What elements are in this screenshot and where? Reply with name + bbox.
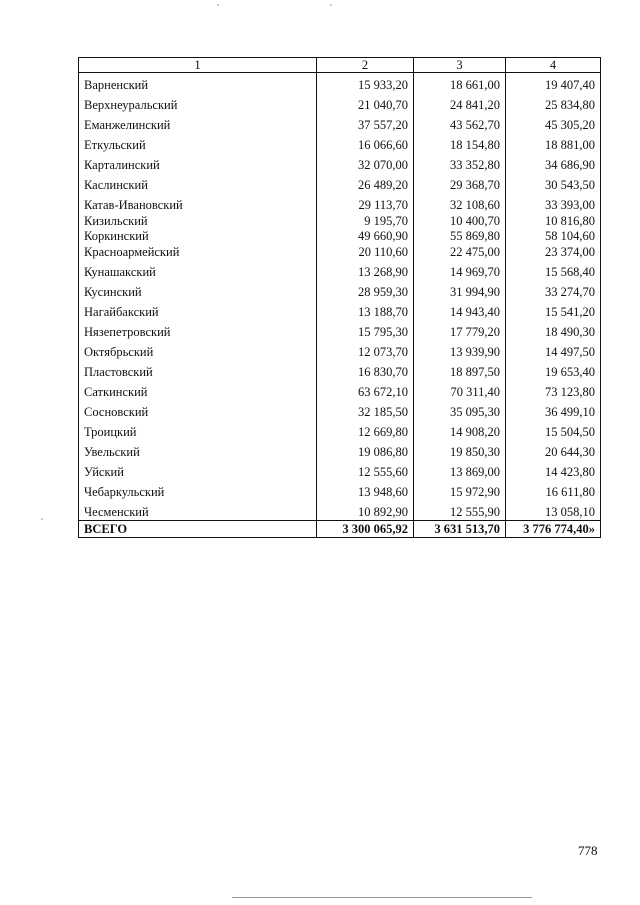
table-row [79, 400, 601, 420]
table-row [79, 173, 601, 193]
value-col-3-cell: 33 352,80 [414, 153, 506, 173]
district-name-cell: Сосновский [79, 400, 317, 420]
value-col-4-cell: 58 104,60 [506, 228, 601, 243]
value-col-4-cell: 14 423,80 [506, 460, 601, 480]
value-col-4-cell: 15 541,20 [506, 300, 601, 320]
district-name-cell: Варненский [79, 73, 317, 94]
table-row [79, 380, 601, 400]
value-col-3-cell: 55 869,80 [414, 228, 506, 243]
district-name-cell: Красноармейский [79, 243, 317, 260]
table-row [79, 243, 601, 260]
district-name-cell: Катав-Ивановский [79, 193, 317, 213]
table-header-row [79, 58, 601, 73]
value-col-2-cell: 29 113,70 [317, 193, 414, 213]
value-col-3-cell: 18 897,50 [414, 360, 506, 380]
table-row [79, 460, 601, 480]
district-name-cell: Троицкий [79, 420, 317, 440]
value-col-3-cell: 32 108,60 [414, 193, 506, 213]
table-row [79, 500, 601, 521]
district-name-cell: Нагайбакский [79, 300, 317, 320]
table-row [79, 320, 601, 340]
district-name-cell: Пластовский [79, 360, 317, 380]
value-col-4-cell: 23 374,00 [506, 243, 601, 260]
value-col-3-cell: 17 779,20 [414, 320, 506, 340]
value-col-3-cell: 10 400,70 [414, 213, 506, 228]
value-col-3-cell: 18 661,00 [414, 73, 506, 94]
value-col-3-cell: 19 850,30 [414, 440, 506, 460]
value-col-4-cell: 15 504,50 [506, 420, 601, 440]
value-col-2-cell: 13 268,90 [317, 260, 414, 280]
district-name-cell: Октябрьский [79, 340, 317, 360]
value-col-2-cell: 26 489,20 [317, 173, 414, 193]
table-row [79, 440, 601, 460]
value-col-4-cell: 14 497,50 [506, 340, 601, 360]
district-name-cell: Еманжелинский [79, 113, 317, 133]
district-name-cell: Саткинский [79, 380, 317, 400]
value-col-4-cell: 36 499,10 [506, 400, 601, 420]
value-col-3-cell: 24 841,20 [414, 93, 506, 113]
district-name-cell: Кунашакский [79, 260, 317, 280]
value-col-2-cell: 37 557,20 [317, 113, 414, 133]
value-col-4-cell: 18 881,00 [506, 133, 601, 153]
table-row [79, 213, 601, 228]
scan-artifact [217, 4, 219, 6]
scan-artifact [41, 518, 43, 520]
table-row [79, 300, 601, 320]
value-col-4-cell: 33 274,70 [506, 280, 601, 300]
value-col-3-cell: 15 972,90 [414, 480, 506, 500]
value-col-2-cell: 21 040,70 [317, 93, 414, 113]
value-col-2-cell: 13 948,60 [317, 480, 414, 500]
value-col-2-cell: 19 086,80 [317, 440, 414, 460]
table-row [79, 93, 601, 113]
budget-table [78, 57, 601, 538]
value-col-4-cell: 15 568,40 [506, 260, 601, 280]
value-col-2-cell: 49 660,90 [317, 228, 414, 243]
district-name-cell: Кизильский [79, 213, 317, 228]
value-col-3-cell: 35 095,30 [414, 400, 506, 420]
value-col-4-cell: 18 490,30 [506, 320, 601, 340]
district-name-cell: Карталинский [79, 153, 317, 173]
table-row [79, 280, 601, 300]
value-col-4-cell: 19 653,40 [506, 360, 601, 380]
value-col-3-cell: 12 555,90 [414, 500, 506, 521]
value-col-2-cell: 20 110,60 [317, 243, 414, 260]
district-name-cell: Чебаркульский [79, 480, 317, 500]
value-col-4-cell: 10 816,80 [506, 213, 601, 228]
value-col-4-cell: 25 834,80 [506, 93, 601, 113]
value-col-2-cell: 15 933,20 [317, 73, 414, 94]
table-row [79, 360, 601, 380]
value-col-4-cell: 30 543,50 [506, 173, 601, 193]
total-row [79, 521, 601, 538]
value-col-3-cell: 18 154,80 [414, 133, 506, 153]
table-row [79, 153, 601, 173]
scan-artifact [330, 4, 332, 6]
district-name-cell: Чесменский [79, 500, 317, 521]
value-col-4-cell: 45 305,20 [506, 113, 601, 133]
district-name-cell: Каслинский [79, 173, 317, 193]
value-col-3-cell: 70 311,40 [414, 380, 506, 400]
value-col-2-cell: 15 795,30 [317, 320, 414, 340]
value-col-4-cell: 19 407,40 [506, 73, 601, 94]
value-col-2-cell: 12 669,80 [317, 420, 414, 440]
district-name-cell: Кусинский [79, 280, 317, 300]
value-col-2-cell: 16 066,60 [317, 133, 414, 153]
table-row [79, 193, 601, 213]
district-name-cell: Верхнеуральский [79, 93, 317, 113]
district-name-cell: Коркинский [79, 228, 317, 243]
value-col-3-cell: 13 869,00 [414, 460, 506, 480]
value-col-3-cell: 43 562,70 [414, 113, 506, 133]
value-col-3-cell: 29 368,70 [414, 173, 506, 193]
value-col-2-cell: 10 892,90 [317, 500, 414, 521]
table-row [79, 420, 601, 440]
value-col-4-cell: 20 644,30 [506, 440, 601, 460]
value-col-3-cell: 14 908,20 [414, 420, 506, 440]
table-row [79, 480, 601, 500]
value-col-2-cell: 9 195,70 [317, 213, 414, 228]
table-row [79, 73, 601, 94]
total-col-3-cell: 3 631 513,70 [414, 521, 506, 538]
value-col-3-cell: 22 475,00 [414, 243, 506, 260]
value-col-3-cell: 13 939,90 [414, 340, 506, 360]
total-col-2-cell: 3 300 065,92 [317, 521, 414, 538]
value-col-4-cell: 34 686,90 [506, 153, 601, 173]
table-row [79, 228, 601, 243]
value-col-2-cell: 32 185,50 [317, 400, 414, 420]
table-body [79, 73, 601, 538]
district-name-cell: Нязепетровский [79, 320, 317, 340]
column-header-2: 2 [317, 58, 414, 73]
value-col-3-cell: 31 994,90 [414, 280, 506, 300]
value-col-2-cell: 13 188,70 [317, 300, 414, 320]
total-col-4-cell: 3 776 774,40» [506, 521, 601, 538]
value-col-4-cell: 13 058,10 [506, 500, 601, 521]
district-name-cell: Уйский [79, 460, 317, 480]
value-col-2-cell: 16 830,70 [317, 360, 414, 380]
value-col-2-cell: 32 070,00 [317, 153, 414, 173]
table-row [79, 260, 601, 280]
total-label-cell: ВСЕГО [79, 521, 317, 538]
value-col-4-cell: 16 611,80 [506, 480, 601, 500]
column-header-4: 4 [506, 58, 601, 73]
value-col-2-cell: 12 073,70 [317, 340, 414, 360]
page-number: 778 [578, 843, 598, 858]
footer-divider [232, 897, 532, 898]
value-col-3-cell: 14 943,40 [414, 300, 506, 320]
value-col-3-cell: 14 969,70 [414, 260, 506, 280]
value-col-4-cell: 73 123,80 [506, 380, 601, 400]
value-col-2-cell: 63 672,10 [317, 380, 414, 400]
table-row [79, 113, 601, 133]
value-col-4-cell: 33 393,00 [506, 193, 601, 213]
district-name-cell: Еткульский [79, 133, 317, 153]
table-row [79, 340, 601, 360]
value-col-2-cell: 28 959,30 [317, 280, 414, 300]
column-header-1: 1 [79, 58, 317, 73]
table-row [79, 133, 601, 153]
district-name-cell: Увельский [79, 440, 317, 460]
value-col-2-cell: 12 555,60 [317, 460, 414, 480]
column-header-3: 3 [414, 58, 506, 73]
